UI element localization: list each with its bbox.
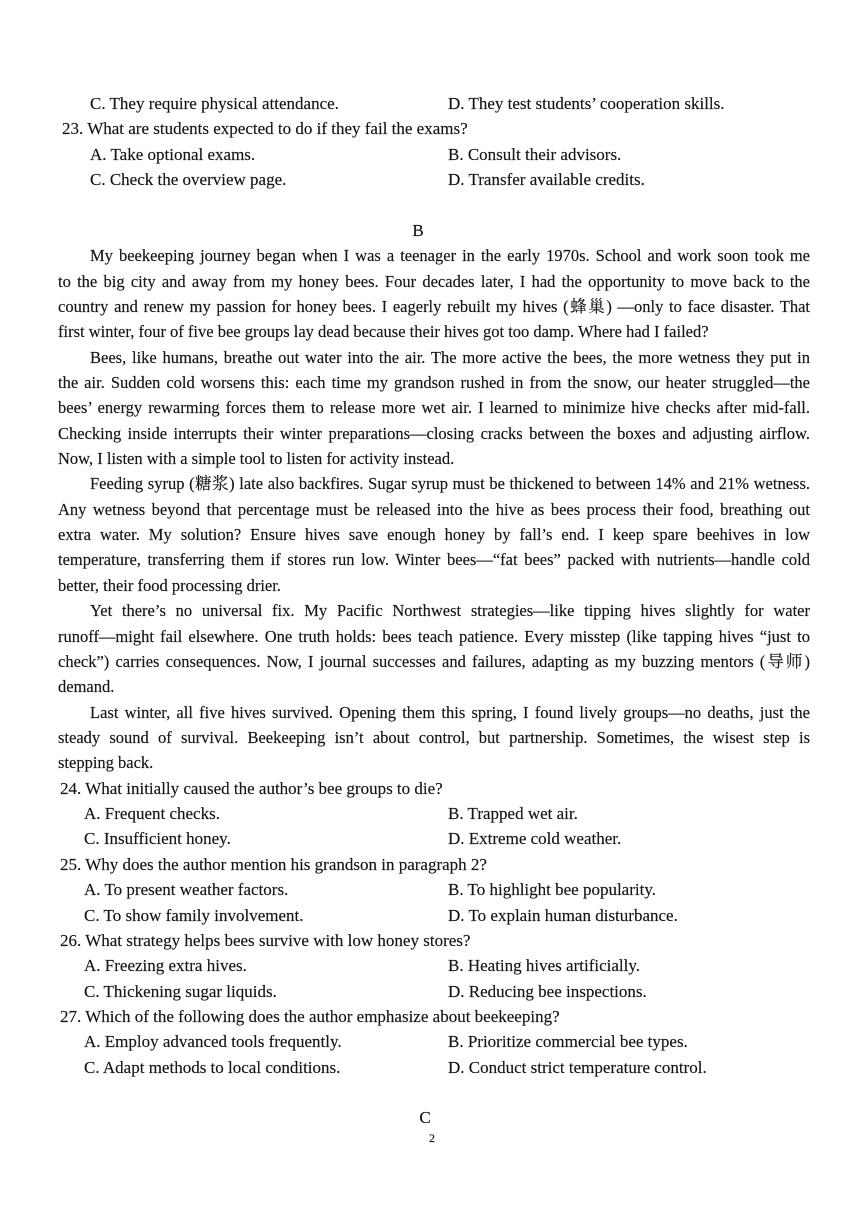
option-b: B. Prioritize commercial bee types.: [448, 1032, 688, 1052]
paragraph-line: stepping back.: [58, 753, 154, 773]
passage-paragraph-2: [58, 345, 810, 472]
option-row: [58, 1029, 810, 1054]
option-row: [58, 826, 810, 851]
option-d: D. Transfer available credits.: [448, 170, 645, 190]
paragraph-line: better, their food processing drier.: [58, 575, 281, 595]
paragraph-line: Feeding syrup (糖浆) late also backfires. Sugar syrup must be thickened to between 14% and 21% wetness.: [90, 474, 810, 494]
page-number: 2: [429, 1130, 435, 1145]
option-a: A. Employ advanced tools frequently.: [84, 1032, 342, 1052]
passage-paragraph-3: [58, 471, 810, 598]
paragraph-line: the air. Sudden cold worsens this: each time my grandson rushed in from the snow, our heater struggled—the: [58, 372, 810, 392]
section-heading-b: B: [412, 220, 424, 240]
question-24: [58, 776, 810, 852]
option-b: B. Heating hives artificially.: [448, 956, 640, 976]
paragraph-line: Bees, like humans, breathe out water into the air. The more active the bees, the more wetness they put in: [90, 347, 810, 367]
paragraph-line: temperature, transferring them if stores run low. Winter bees—“fat bees” packed with nutrients—handle cold: [58, 550, 810, 570]
passage-paragraph-1: [58, 243, 810, 344]
option-d: D. Conduct strict temperature control.: [448, 1057, 707, 1077]
paragraph-line: steady sound of survival. Beekeeping isn’t about control, but partnership. Sometimes, the wisest step is: [58, 727, 810, 747]
paragraph-line: Last winter, all five hives survived. Opening them this spring, I found lively groups—no deaths, just the: [90, 702, 810, 722]
option-row: [58, 1055, 810, 1080]
option-c: C. Adapt methods to local conditions.: [84, 1057, 341, 1077]
option-c: C. To show family involvement.: [84, 905, 304, 925]
option-row: [58, 979, 810, 1004]
question-stem: 27. Which of the following does the author emphasize about beekeeping?: [60, 1006, 560, 1026]
question-stem: 26. What strategy helps bees survive with low honey stores?: [60, 930, 471, 950]
question-27: [58, 1004, 810, 1080]
option-a: A. Take optional exams.: [90, 144, 256, 164]
section-heading-c: C: [419, 1108, 431, 1128]
option-a: A. Frequent checks.: [84, 804, 220, 824]
option-c: C. Insufficient honey.: [84, 829, 231, 849]
option-b: B. Consult their advisors.: [448, 144, 622, 164]
paragraph-line: Now, I listen with a simple tool to listen for activity instead.: [58, 449, 455, 469]
question-stem: 24. What initially caused the author’s bee groups to die?: [60, 778, 443, 798]
question-stem: 23. What are students expected to do if they fail the exams?: [62, 119, 468, 139]
question-23: [58, 116, 810, 192]
passage-paragraph-4: [58, 598, 810, 699]
option-d: D. To explain human disturbance.: [448, 905, 678, 925]
option-row: [58, 877, 810, 902]
option-c: C. They require physical attendance.: [90, 94, 339, 113]
option-d: D. Reducing bee inspections.: [448, 981, 647, 1001]
exam-page: [58, 91, 810, 1145]
paragraph-line: My beekeeping journey began when I was a teenager in the early 1970s. School and work soon took me: [90, 246, 810, 266]
question-stem: 25. Why does the author mention his grandson in paragraph 2?: [60, 854, 487, 874]
option-row: [58, 903, 810, 928]
paragraph-line: to the big city and away from my honey bees. Four decades later, I had the opportunity to move back to the: [58, 271, 810, 291]
continued-options: [58, 91, 810, 116]
paragraph-line: extra water. My solution? Ensure hives save enough honey by fall’s end. I keep spare beehives in low: [58, 525, 810, 545]
paragraph-line: Checking inside interrupts their winter preparations—closing cracks between the boxes and adjusting airflow.: [58, 423, 810, 443]
paragraph-line: runoff—might fail elsewhere. One truth holds: bees teach patience. Every misstep (like tapping hives “just to: [58, 626, 810, 646]
paragraph-line: bees’ energy rewarming forces them to release more wet air. I learned to minimize hive checks after mid-fall.: [58, 398, 810, 418]
paragraph-line: country and renew my passion for honey bees. I eagerly rebuilt my hives (蜂巢) —only to face disaster. That: [58, 296, 810, 316]
option-row: [58, 91, 810, 116]
passage-paragraph-5: [58, 700, 810, 776]
paragraph-line: check”) carries consequences. Now, I journal successes and failures, adapting as my buzzing mentors (导师): [58, 651, 810, 671]
question-25: [58, 852, 810, 928]
option-row: [58, 142, 810, 167]
spacer: [58, 1080, 810, 1105]
spacer: [58, 192, 810, 217]
paragraph-line: first winter, four of five bee groups lay dead because their hives got too damp. Where had I failed?: [58, 322, 709, 342]
option-a: A. Freezing extra hives.: [84, 956, 247, 976]
passage-b: [58, 243, 810, 776]
option-b: B. To highlight bee popularity.: [448, 880, 656, 900]
option-c: C. Thickening sugar liquids.: [84, 981, 277, 1001]
option-a: A. To present weather factors.: [84, 880, 289, 900]
question-26: [58, 928, 810, 1004]
option-row: [58, 801, 810, 826]
paragraph-line: Yet there’s no universal fix. My Pacific Northwest strategies—like tipping hives slightly for water: [90, 601, 810, 621]
paragraph-line: demand.: [58, 677, 115, 697]
option-d: D. They test students’ cooperation skills.: [448, 94, 725, 113]
option-d: D. Extreme cold weather.: [448, 829, 622, 849]
option-row: [58, 953, 810, 978]
option-b: B. Trapped wet air.: [448, 804, 578, 824]
paragraph-line: Any wetness beyond that percentage must be released into the hive as bees process their food, breathing out: [58, 499, 810, 519]
option-row: [58, 167, 810, 192]
option-c: C. Check the overview page.: [90, 170, 287, 190]
